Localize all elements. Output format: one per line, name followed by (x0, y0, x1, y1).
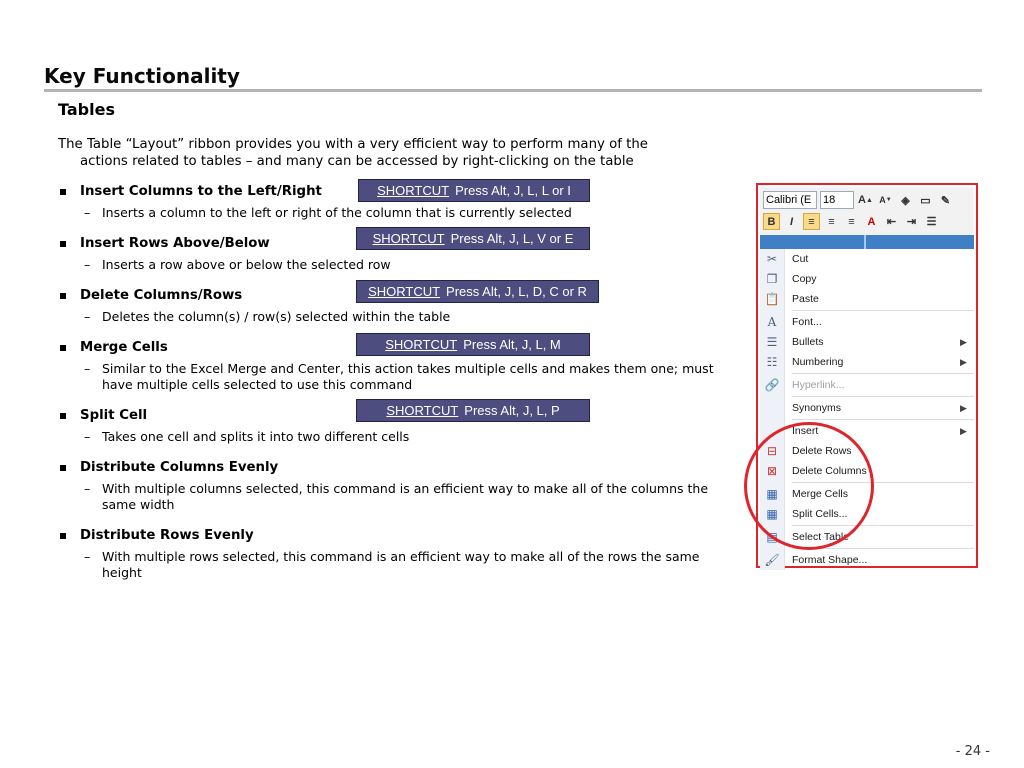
bullet-heading: Insert Columns to the Left/Right (58, 184, 742, 199)
menu-item-label: Merge Cells (792, 488, 849, 500)
menu-item-label: Cut (792, 253, 809, 265)
menu-item-copy[interactable] (760, 269, 974, 289)
shortcut-tag: SHORTCUT (385, 337, 458, 352)
menu-item-label: Bullets (792, 336, 824, 348)
intro-line-1: The Table “Layout” ribbon provides you with a very efficient way to perform many of the (58, 137, 648, 152)
select-table-icon: ▤ (766, 530, 778, 544)
title-divider (44, 89, 982, 92)
submenu-arrow-icon: ▶ (960, 336, 967, 347)
shortcut-split-cell (356, 399, 590, 422)
shortcut-insert-rows (356, 227, 590, 250)
hyperlink-icon: 🔗 (764, 378, 780, 392)
shortcut-keys: Press Alt, J, L, D, C or R (446, 284, 587, 299)
bold-icon[interactable]: B (763, 213, 780, 230)
shortcut-tag: SHORTCUT (386, 403, 459, 418)
bullet-heading: Distribute Columns Evenly (58, 460, 742, 475)
menu-item-label: Format Shape... (792, 554, 868, 566)
delete-rows-icon: ⊟ (766, 444, 778, 458)
shortcut-delete-columns-rows (356, 280, 599, 303)
menu-item-synonyms[interactable] (760, 398, 974, 418)
decrease-indent-icon[interactable]: ⇤ (886, 216, 897, 228)
bullet-heading: Distribute Rows Evenly (58, 528, 742, 543)
italic-icon[interactable]: I (789, 215, 794, 228)
intro-line-2: actions related to tables – and many can be accessed by right-clicking on the table (80, 154, 634, 169)
menu-item-label: Paste (792, 293, 819, 305)
menu-item-label: Split Cells... (792, 508, 848, 520)
bullet-heading: Split Cell (58, 408, 742, 423)
align-left-icon[interactable]: ≡ (803, 213, 820, 230)
font-name-box[interactable]: Calibri (E (763, 191, 817, 209)
slide-title: Key Functionality (44, 64, 240, 88)
merge-cells-icon: ▦ (766, 487, 778, 501)
shortcut-merge-cells (356, 333, 590, 356)
shortcut-keys: Press Alt, J, L, P (464, 403, 560, 418)
bullet-detail: – With multiple rows selected, this command is an efficient way to make all of the rows the same height (58, 549, 742, 581)
bullet-detail: – Inserts a row above or below the selected row (58, 257, 742, 273)
bullet-detail: – Takes one cell and splits it into two different cells (58, 429, 742, 445)
menu-item-font[interactable] (760, 312, 974, 332)
submenu-arrow-icon: ▶ (960, 425, 967, 436)
bullet-detail: – With multiple columns selected, this command is an efficient way to make all of the columns the same width (58, 481, 742, 513)
menu-item-label: Delete Columns (792, 465, 867, 477)
menu-item-label: Insert (792, 425, 819, 437)
menu-item-cut[interactable] (760, 249, 974, 269)
menu-item-label: Font... (792, 316, 822, 328)
submenu-arrow-icon: ▶ (960, 402, 967, 413)
delete-columns-icon: ⊠ (766, 464, 778, 478)
bullet-detail: – Similar to the Excel Merge and Center, this action takes multiple cells and makes them one; must have multiple cells selected to use this command (58, 361, 742, 393)
menu-item-label: Delete Rows (792, 445, 852, 457)
menu-item-label: Select Table (792, 531, 850, 543)
page-number: - 24 - (955, 744, 990, 759)
bullet-heading: Insert Rows Above/Below (58, 236, 742, 251)
numbering-icon: ☷ (766, 355, 778, 369)
submenu-arrow-icon: ▶ (960, 356, 967, 367)
menu-item-paste[interactable] (760, 289, 974, 309)
shortcut-insert-columns (358, 179, 590, 202)
shortcut-tag: SHORTCUT (372, 231, 445, 246)
shortcut-tag: SHORTCUT (377, 183, 450, 198)
increase-indent-icon[interactable]: ⇥ (906, 216, 917, 228)
shortcut-tag: SHORTCUT (368, 284, 441, 299)
shortcut-keys: Press Alt, J, L, M (463, 337, 561, 352)
section-distribute-columns (58, 460, 742, 513)
menu-item-format-shape[interactable] (760, 550, 974, 570)
copy-icon: ❐ (766, 272, 778, 286)
menu-item-label: Hyperlink... (792, 379, 845, 391)
grow-font-icon[interactable]: A ▲ (858, 194, 873, 206)
bullet-heading: Merge Cells (58, 340, 742, 355)
menu-item-label: Numbering (792, 356, 844, 368)
bullet-detail: – Deletes the column(s) / row(s) selected within the table (58, 309, 742, 325)
bullet-heading: Delete Columns/Rows (58, 288, 742, 303)
intro-paragraph (58, 136, 738, 170)
font-color-icon[interactable]: A (867, 215, 876, 228)
section-subtitle: Tables (58, 100, 115, 119)
align-center-icon[interactable]: ≡ (828, 215, 835, 228)
table-selection-strip (760, 235, 974, 249)
font-icon: A (767, 315, 777, 329)
line-color-icon[interactable]: ▭ (920, 194, 931, 207)
font-size-box[interactable]: 18 (820, 191, 854, 209)
bullets-toolbar-icon[interactable]: ☰ (926, 216, 937, 228)
align-right-icon[interactable]: ≡ (848, 215, 855, 228)
bullets-icon: ☰ (766, 335, 778, 349)
paste-icon: 📋 (764, 292, 780, 306)
bullet-detail: – Inserts a column to the left or right of the column that is currently selected (58, 205, 742, 221)
menu-item-hyperlink (760, 375, 974, 395)
shortcut-keys: Press Alt, J, L, V or E (450, 231, 574, 246)
menu-item-numbering[interactable] (760, 352, 974, 372)
menu-item-label: Copy (792, 273, 817, 285)
scissors-icon: ✂ (766, 252, 778, 266)
format-shape-icon: 🖌 (764, 553, 780, 567)
menu-item-label: Synonyms (792, 402, 842, 414)
mini-toolbar (760, 187, 974, 235)
section-distribute-rows (58, 528, 742, 581)
format-painter-icon[interactable]: ✎ (940, 194, 951, 207)
shrink-font-icon[interactable]: A ▼ (879, 195, 892, 205)
menu-item-bullets[interactable] (760, 332, 974, 352)
highlight-circle (744, 422, 874, 550)
shortcut-keys: Press Alt, J, L, L or I (455, 183, 571, 198)
fill-color-icon[interactable]: ◈ (901, 194, 910, 207)
split-cells-icon: ▦ (766, 507, 778, 521)
